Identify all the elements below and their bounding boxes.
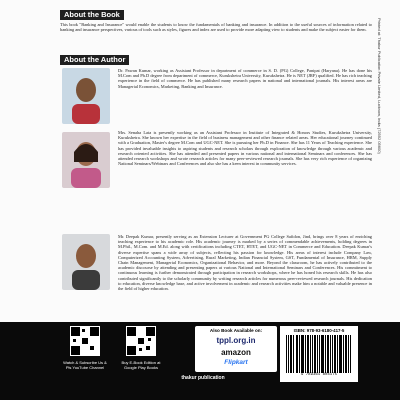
- about-author-heading: About the Author: [60, 55, 129, 65]
- site-link[interactable]: tppl.org.in: [216, 336, 256, 345]
- availability-title: Also Book Available on:: [209, 328, 263, 333]
- isbn-digits: 9 789361 804175: [300, 373, 337, 377]
- isbn-barcode: [280, 326, 358, 382]
- publisher-name: thakur publication: [181, 375, 225, 381]
- amazon-logo[interactable]: amazon: [221, 348, 251, 357]
- publisher-logo: [178, 370, 228, 390]
- ebook-label: Buy E-Book Edition at Google Play Books: [121, 360, 161, 370]
- printer-side-text: Printed at: Thakur Publication Private Limited, Lucknow, India (72552 05600): [377, 18, 382, 154]
- ebook-qr-code[interactable]: [126, 326, 156, 356]
- about-book-text: This book "Banking and Insurance" would enable the students to know the fundamentals of banking and insurance. In addition to the useful sources of information related to banking and insurance perspectives, various of tools such as styles, figures and index are used to provide more adapting view to students and make the subject easier for them.: [60, 22, 372, 33]
- availability-box: [195, 326, 277, 372]
- youtube-label: Watch & Subscribe Us & Pls YouTube Channel: [63, 360, 107, 370]
- author-3-photo: [62, 234, 110, 290]
- author-2-bio: Mrs. Senaha Lata is presently working as an Assistant Professor in Institute of Integrated & Honors Studies, Kurukshetra University, Kurukshetra. She known her expertise in the field of business management and other finance related areas. Her educational journey continued with a Graduation, Master's degree M.Com and UGC-NET. She is pursuing her Ph.D in Finance. She has 11 Years of Teaching experience. She has provided invaluable insights to aspiring students and research scholars through exploration of knowledge through various academic and research oriented activities. She has attended and presented papers in various national and international Seminars and conferences. She has attended research workshops and wrote research articles for many peer-reviewed research journals. She has very rich experience of organizing National Seminars/Webinars and Conferences and also she has a keen interest in community services.: [118, 130, 372, 167]
- author-2-photo: [62, 132, 110, 188]
- about-book-heading: About the Book: [60, 10, 124, 20]
- author-3-bio: Mr. Deepak Kumar, presently serving as an Extension Lecturer at Government PG College Safidon, Jind, brings over 8 years of enriching teaching experience to his academic role. His academic journey is marked by a series of commendable achievements, holding degrees in M.Phil., M.Com. and M.Ed. along with certifications including CTET, HTET, and UGC-NET in Commerce and Education. Deepak Kumar's diverse expertise spans a wide array of subjects, reflecting his passion for knowledge. His areas of interest include Company Law, Computerized Accounting System, Advertising, Rural Marketing, Indian Financial System, GST, Fundamental of Insurance, HRM, Supply Chain Management, Managerial Economics, Organizational Behavior, and more. Beyond the classroom, he has actively contributed to the academic discourse by attending and presenting papers at various National and International Seminars and Conferences. His commitment to continuous learning is further demonstrated through participation in research workshops, where he has honed his research skills. He has also contributed significantly to the scholarly community by writing research articles for numerous peer-reviewed research journals. His dedication to education, diverse knowledge base, and active involvement in academic and research activities make him a notable and valuable presence in the field of higher education.: [118, 234, 372, 292]
- flipkart-logo[interactable]: Flipkart: [224, 359, 248, 366]
- barcode-bars: [286, 335, 352, 373]
- author-1-bio: Dr. Pawan Kumar, working as Assistant Professor in department of commerce in S. D. (PG) College, Panipat (Haryana). He has done his M.Com and Ph.D degree from department of commerce, Kurukshetra University, Kurukshetra. He is NET (JRF) qualified. He has rich teaching experience in the field of commerce. He has published many research papers in national and international journals. His interest areas are Managerial Economics, Marketing, Banking and Insurance.: [118, 68, 372, 89]
- youtube-qr-code[interactable]: [70, 326, 100, 356]
- isbn-label: ISBN: 978-93-6180-417-5: [293, 328, 345, 333]
- author-1-photo: [62, 68, 110, 124]
